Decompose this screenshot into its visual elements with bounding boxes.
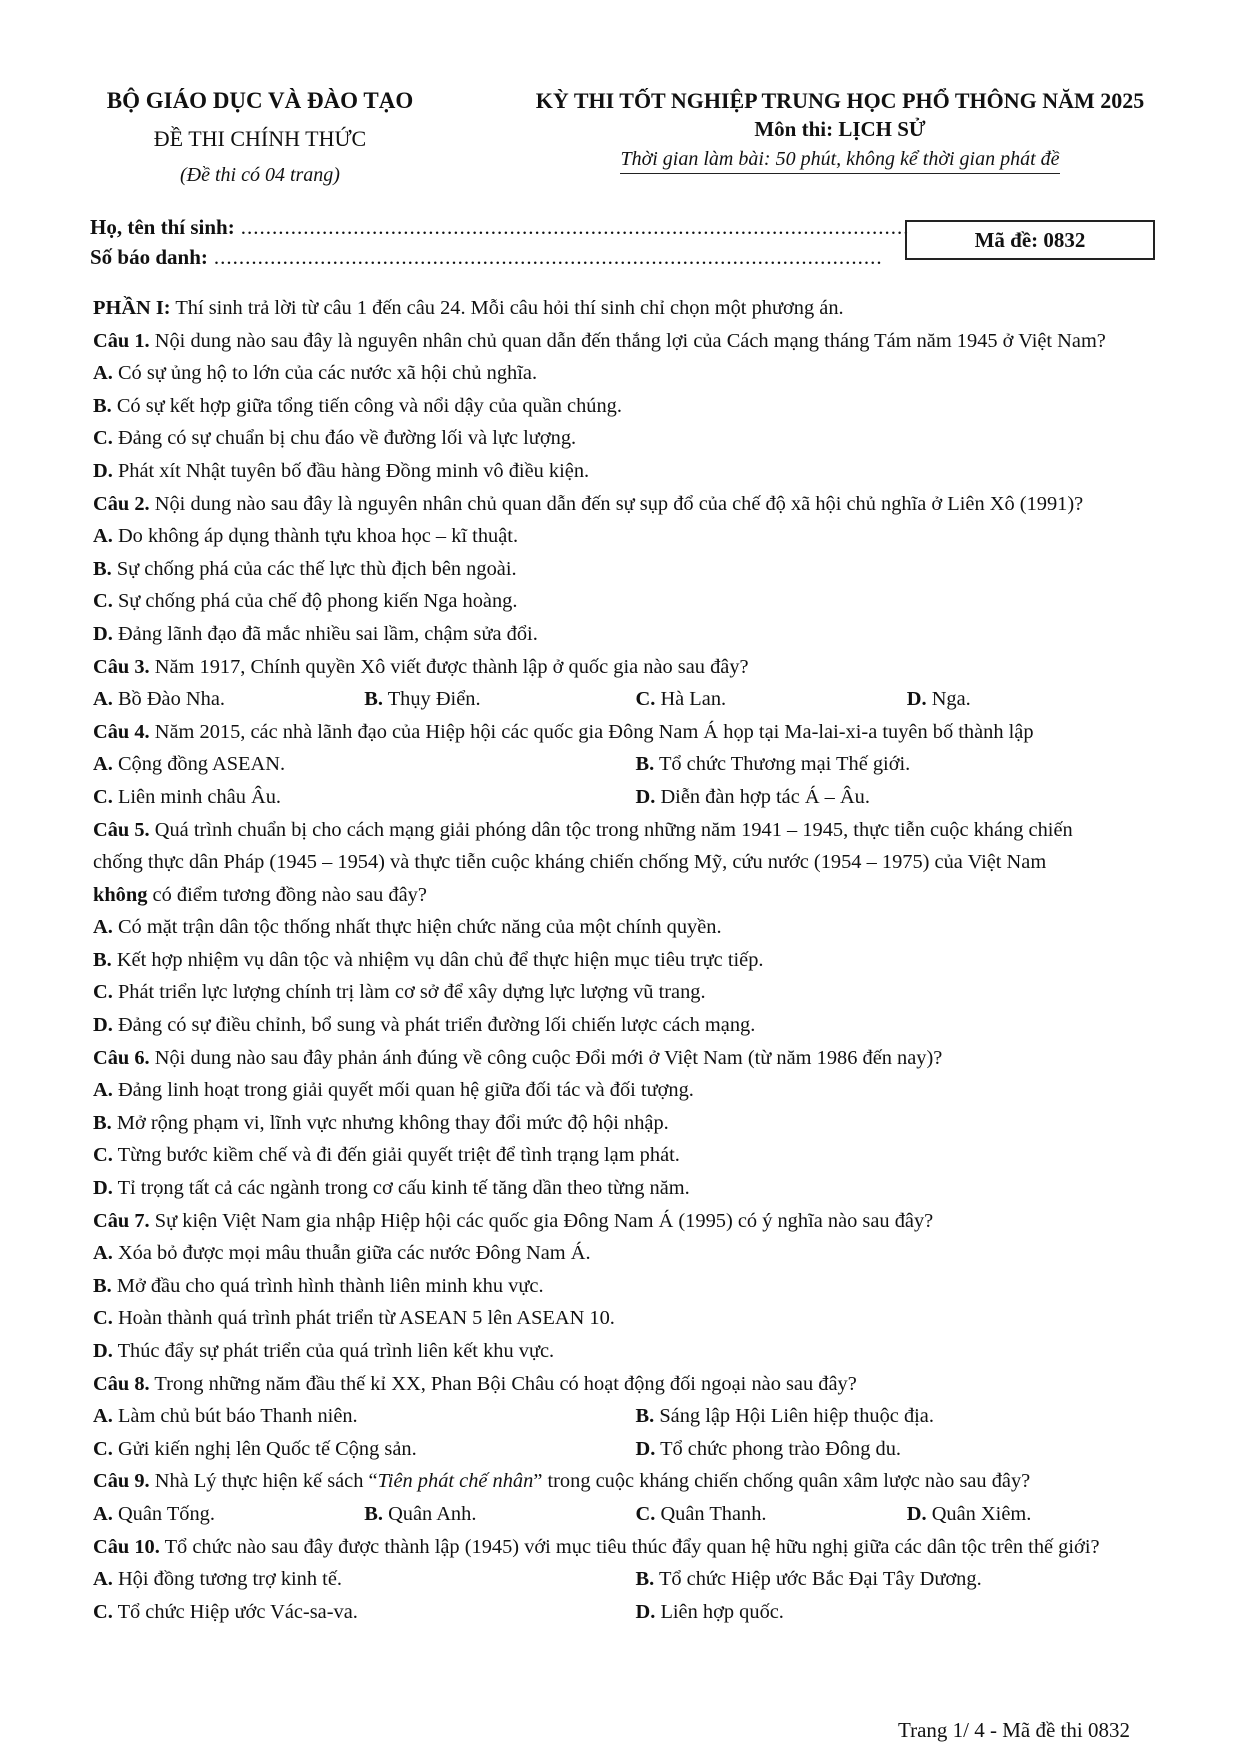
question-1 xyxy=(93,325,1178,358)
option-key: A. xyxy=(93,1502,113,1525)
option-key: C. xyxy=(635,688,656,711)
option-text: Hà Lan. xyxy=(660,688,727,711)
option-text: Từng bước kiềm chế và đi đến giải quyết triệt để tình trạng lạm phát. xyxy=(117,1144,680,1167)
option-1c[interactable] xyxy=(93,422,1178,455)
question-text: Nội dung nào sau đây là nguyên nhân chủ quan dẫn đến sự sụp đổ của chế độ xã hội chủ nghĩa ở Liên Xô (1991)? xyxy=(154,492,1084,515)
option-key: B. xyxy=(93,394,112,417)
option-key: B. xyxy=(93,557,112,580)
option-key: C. xyxy=(93,1437,113,1460)
name-dots: ........................................................................................................... xyxy=(240,215,910,239)
option-text: Thúc đẩy sự phát triển của quá trình liên kết khu vực. xyxy=(117,1340,555,1362)
option-6a[interactable] xyxy=(93,1074,1178,1107)
option-text: Xóa bỏ được mọi mâu thuẫn giữa các nước Đông Nam Á. xyxy=(117,1242,591,1265)
option-key: C. xyxy=(635,1502,656,1525)
option-9a[interactable] xyxy=(93,1498,364,1531)
id-dots: ........................................................................................................... xyxy=(213,245,883,269)
question-3 xyxy=(93,651,1178,684)
option-9b[interactable] xyxy=(364,1498,635,1531)
page-footer: Trang 1/ 4 - Mã đề thi 0832 xyxy=(898,1718,1130,1742)
question-text: Năm 1917, Chính quyền Xô viết được thành lập ở quốc gia nào sau đây? xyxy=(154,655,749,678)
name-label: Họ, tên thí sinh: xyxy=(90,215,235,239)
option-text: Do không áp dụng thành tựu khoa học – kĩ thuật. xyxy=(117,525,519,548)
options-row-8a xyxy=(93,1400,1178,1433)
option-1a[interactable] xyxy=(93,357,1178,390)
exam-content xyxy=(93,292,1178,1628)
options-row-10b xyxy=(93,1596,1178,1629)
option-6c[interactable] xyxy=(93,1139,1178,1172)
option-5c[interactable] xyxy=(93,976,1178,1009)
option-8a[interactable] xyxy=(93,1400,636,1433)
option-4c[interactable] xyxy=(93,781,636,814)
question-4 xyxy=(93,716,1178,749)
option-4a[interactable] xyxy=(93,748,636,781)
question-2 xyxy=(93,488,1178,521)
option-key: C. xyxy=(93,590,113,613)
question-text: Nhà Lý thực hiện kế sách “ xyxy=(154,1470,378,1493)
option-8c[interactable] xyxy=(93,1433,636,1466)
option-key: A. xyxy=(93,1079,113,1102)
question-5-line3 xyxy=(93,879,1178,912)
option-3c[interactable] xyxy=(636,683,907,716)
option-key: C. xyxy=(93,1600,113,1623)
question-5-line2 xyxy=(93,846,1178,879)
option-text: Mở đầu cho quá trình hình thành liên minh khu vực. xyxy=(116,1274,544,1297)
question-emphasis: không xyxy=(93,883,148,906)
option-key: B. xyxy=(635,1568,655,1591)
exam-subject: Môn thi: LỊCH SỬ xyxy=(754,117,926,141)
option-key: A. xyxy=(93,525,113,548)
option-text: Nga. xyxy=(931,688,971,711)
option-text: Hoàn thành quá trình phát triển từ ASEAN 5 lên ASEAN 10. xyxy=(117,1307,615,1330)
question-label: Câu 6. xyxy=(93,1046,150,1069)
options-row-3 xyxy=(93,683,1178,716)
option-key: D. xyxy=(93,1340,113,1362)
part-label: PHẦN I: xyxy=(93,297,171,319)
option-10b[interactable] xyxy=(636,1563,1179,1596)
option-key: B. xyxy=(635,1405,655,1428)
option-text: Quân Tống. xyxy=(117,1502,215,1525)
question-text: ” trong cuộc kháng chiến chống quân xâm lược nào sau đây? xyxy=(533,1470,1031,1493)
option-text: Đảng có sự điều chỉnh, bổ sung và phát triển đường lối chiến lược cách mạng. xyxy=(117,1014,756,1037)
question-label: Câu 5. xyxy=(93,818,150,841)
question-label: Câu 8. xyxy=(93,1372,150,1395)
option-key: C. xyxy=(93,427,113,450)
option-key: D. xyxy=(906,1502,927,1525)
option-4d[interactable] xyxy=(636,781,1179,814)
question-9 xyxy=(93,1465,1178,1498)
options-row-8b xyxy=(93,1433,1178,1466)
id-label: Số báo danh: xyxy=(90,245,208,269)
option-text: Gửi kiến nghị lên Quốc tế Cộng sản. xyxy=(117,1437,417,1460)
option-key: A. xyxy=(93,916,113,939)
question-text: Sự kiện Việt Nam gia nhập Hiệp hội các quốc gia Đông Nam Á (1995) có ý nghĩa nào sau đây? xyxy=(154,1209,934,1232)
question-text: chống thực dân Pháp (1945 – 1954) và thực tiễn cuộc kháng chiến chống Mỹ, cứu nước (1954 – 1975) của Việt Nam xyxy=(93,851,1047,874)
question-text: Quá trình chuẩn bị cho cách mạng giải phóng dân tộc trong những năm 1941 – 1945, thực tiễn cuộc kháng chiến xyxy=(154,818,1073,841)
option-2c[interactable] xyxy=(93,585,1178,618)
option-4b[interactable] xyxy=(636,748,1179,781)
option-text: Phát triển lực lượng chính trị làm cơ sở để xây dựng lực lượng vũ trang. xyxy=(117,981,706,1004)
question-6 xyxy=(93,1042,1178,1075)
option-key: B. xyxy=(635,753,655,776)
option-text: Hội đồng tương trợ kinh tế. xyxy=(117,1568,342,1591)
exam-code-box xyxy=(905,220,1155,260)
question-italic-term: Tiên phát chế nhân xyxy=(377,1470,534,1493)
question-label: Câu 7. xyxy=(93,1209,150,1232)
option-key: D. xyxy=(635,1600,656,1623)
option-text: Có mặt trận dân tộc thống nhất thực hiện chức năng của một chính quyền. xyxy=(117,916,722,939)
option-text: Làm chủ bút báo Thanh niên. xyxy=(117,1405,358,1428)
option-key: B. xyxy=(364,1502,383,1525)
option-key: A. xyxy=(93,1568,113,1591)
option-text: Đảng lãnh đạo đã mắc nhiều sai lầm, chậm sửa đổi. xyxy=(117,622,538,645)
option-9c[interactable] xyxy=(636,1498,907,1531)
option-key: D. xyxy=(906,688,927,711)
question-5 xyxy=(93,814,1178,847)
option-key: D. xyxy=(93,1014,113,1037)
option-key: B. xyxy=(93,1111,112,1134)
question-text: Nội dung nào sau đây là nguyên nhân chủ quan dẫn đến thắng lợi của Cách mạng tháng Tám năm 1945 ở Việt Nam? xyxy=(154,329,1106,352)
option-text: Tổ chức Thương mại Thế giới. xyxy=(658,753,911,776)
option-key: A. xyxy=(93,753,113,776)
exam-time: Thời gian làm bài: 50 phút, không kể thời gian phát đề xyxy=(620,148,1059,174)
question-8 xyxy=(93,1368,1178,1401)
name-field[interactable] xyxy=(90,212,910,242)
option-3d[interactable] xyxy=(907,683,1178,716)
option-text: Đảng có sự chuẩn bị chu đáo về đường lối và lực lượng. xyxy=(117,427,577,450)
option-key: D. xyxy=(635,1437,656,1460)
option-3b[interactable] xyxy=(364,683,635,716)
option-7c[interactable] xyxy=(93,1302,1178,1335)
option-text: Tổ chức phong trào Đông du. xyxy=(660,1437,902,1460)
option-key: A. xyxy=(93,362,113,385)
option-1b[interactable] xyxy=(93,390,1178,423)
option-text: Bồ Đào Nha. xyxy=(117,688,225,711)
exam-code: Mã đề: 0832 xyxy=(974,227,1086,252)
question-label: Câu 10. xyxy=(93,1535,160,1558)
option-8d[interactable] xyxy=(636,1433,1179,1466)
options-row-9 xyxy=(93,1498,1178,1531)
option-text: Quân Xiêm. xyxy=(931,1502,1032,1525)
option-key: C. xyxy=(93,1307,113,1330)
option-text: Đảng linh hoạt trong giải quyết mối quan hệ giữa đối tác và đối tượng. xyxy=(117,1079,694,1102)
option-key: D. xyxy=(93,459,113,482)
option-8b[interactable] xyxy=(636,1400,1179,1433)
option-key: C. xyxy=(93,1144,113,1167)
option-5a[interactable] xyxy=(93,911,1178,944)
options-row-4b xyxy=(93,781,1178,814)
ministry-name: BỘ GIÁO DỤC VÀ ĐÀO TẠO xyxy=(106,88,414,113)
official-exam-label: ĐỀ THI CHÍNH THỨC xyxy=(153,126,367,151)
option-text: Sự chống phá của chế độ phong kiến Nga hoàng. xyxy=(117,590,518,613)
option-7a[interactable] xyxy=(93,1237,1178,1270)
option-key: D. xyxy=(93,1177,113,1200)
option-2d[interactable] xyxy=(93,618,1178,651)
option-key: A. xyxy=(93,1242,113,1265)
option-key: C. xyxy=(93,981,113,1004)
option-text: Liên hợp quốc. xyxy=(660,1600,784,1623)
option-9d[interactable] xyxy=(907,1498,1178,1531)
question-text: có điểm tương đồng nào sau đây? xyxy=(152,883,427,906)
option-text: Sự chống phá của các thế lực thù địch bên ngoài. xyxy=(116,557,517,580)
question-label: Câu 1. xyxy=(93,329,150,352)
option-6d[interactable] xyxy=(93,1172,1178,1205)
option-text: Quân Anh. xyxy=(388,1502,477,1525)
option-text: Liên minh châu Âu. xyxy=(117,785,282,808)
option-7d[interactable] xyxy=(93,1335,1178,1368)
option-key: B. xyxy=(364,688,383,711)
option-text: Phát xít Nhật tuyên bố đầu hàng Đồng minh vô điều kiện. xyxy=(117,459,590,482)
option-5d[interactable] xyxy=(93,1009,1178,1042)
question-label: Câu 2. xyxy=(93,492,150,515)
option-key: D. xyxy=(635,785,656,808)
option-5b[interactable] xyxy=(93,944,1178,977)
option-key: A. xyxy=(93,1405,113,1428)
option-7b[interactable] xyxy=(93,1270,1178,1303)
question-text: Trong những năm đầu thế kỉ XX, Phan Bội Châu có hoạt động đối ngoại nào sau đây? xyxy=(154,1372,857,1395)
option-10c[interactable] xyxy=(93,1596,636,1629)
question-text: Tổ chức nào sau đây được thành lập (1945) với mục tiêu thúc đẩy quan hệ hữu nghị giữa các dân tộc trên thế giới? xyxy=(164,1535,1100,1558)
option-text: Thụy Điển. xyxy=(387,688,481,711)
option-2b[interactable] xyxy=(93,553,1178,586)
options-row-4a xyxy=(93,748,1178,781)
id-field[interactable] xyxy=(90,242,883,272)
option-1d[interactable] xyxy=(93,455,1178,488)
option-text: Tổ chức Hiệp ước Vác-sa-va. xyxy=(117,1600,358,1623)
question-text: Nội dung nào sau đây phản ánh đúng về công cuộc Đổi mới ở Việt Nam (từ năm 1986 đến nay)? xyxy=(154,1046,943,1069)
part-instruction xyxy=(93,292,1178,325)
pages-note: (Đề thi có 04 trang) xyxy=(180,164,340,186)
option-text: Mở rộng phạm vi, lĩnh vực nhưng không thay đổi mức độ hội nhập. xyxy=(116,1111,669,1134)
option-key: D. xyxy=(93,622,113,645)
question-7 xyxy=(93,1205,1178,1238)
option-text: Tỉ trọng tất cả các ngành trong cơ cấu kinh tế tăng dần theo từng năm. xyxy=(117,1177,690,1200)
option-text: Có sự kết hợp giữa tổng tiến công và nổi dậy của quần chúng. xyxy=(116,394,622,417)
header-left xyxy=(80,88,440,187)
option-key: A. xyxy=(93,688,113,711)
option-3a[interactable] xyxy=(93,683,364,716)
option-key: B. xyxy=(93,1274,112,1297)
option-text: Cộng đồng ASEAN. xyxy=(117,753,286,776)
option-key: B. xyxy=(93,948,112,971)
candidate-fields xyxy=(90,212,910,272)
question-label: Câu 3. xyxy=(93,655,150,678)
option-text: Kết hợp nhiệm vụ dân tộc và nhiệm vụ dân chủ để thực hiện mục tiêu trực tiếp. xyxy=(116,948,764,971)
option-text: Có sự ủng hộ to lớn của các nước xã hội chủ nghĩa. xyxy=(117,362,538,385)
question-text: Năm 2015, các nhà lãnh đạo của Hiệp hội các quốc gia Đông Nam Á họp tại Ma-lai-xi-a tuyên bố thành lập xyxy=(154,720,1034,743)
option-10d[interactable] xyxy=(636,1596,1179,1629)
option-text: Tổ chức Hiệp ước Bắc Đại Tây Dương. xyxy=(658,1568,982,1591)
option-text: Sáng lập Hội Liên hiệp thuộc địa. xyxy=(659,1405,934,1428)
question-label: Câu 9. xyxy=(93,1470,150,1493)
question-10 xyxy=(93,1531,1178,1564)
option-6b[interactable] xyxy=(93,1107,1178,1140)
header-right xyxy=(490,88,1190,174)
option-text: Diễn đàn hợp tác Á – Âu. xyxy=(660,785,870,808)
option-text: Quân Thanh. xyxy=(660,1502,767,1525)
part-instruction-text: Thí sinh trả lời từ câu 1 đến câu 24. Mỗi câu hỏi thí sinh chỉ chọn một phương án. xyxy=(175,297,844,319)
option-10a[interactable] xyxy=(93,1563,636,1596)
question-label: Câu 4. xyxy=(93,720,150,743)
option-2a[interactable] xyxy=(93,520,1178,553)
option-key: C. xyxy=(93,785,113,808)
exam-title: KỲ THI TỐT NGHIỆP TRUNG HỌC PHỔ THÔNG NĂM 2025 xyxy=(535,88,1145,113)
options-row-10a xyxy=(93,1563,1178,1596)
